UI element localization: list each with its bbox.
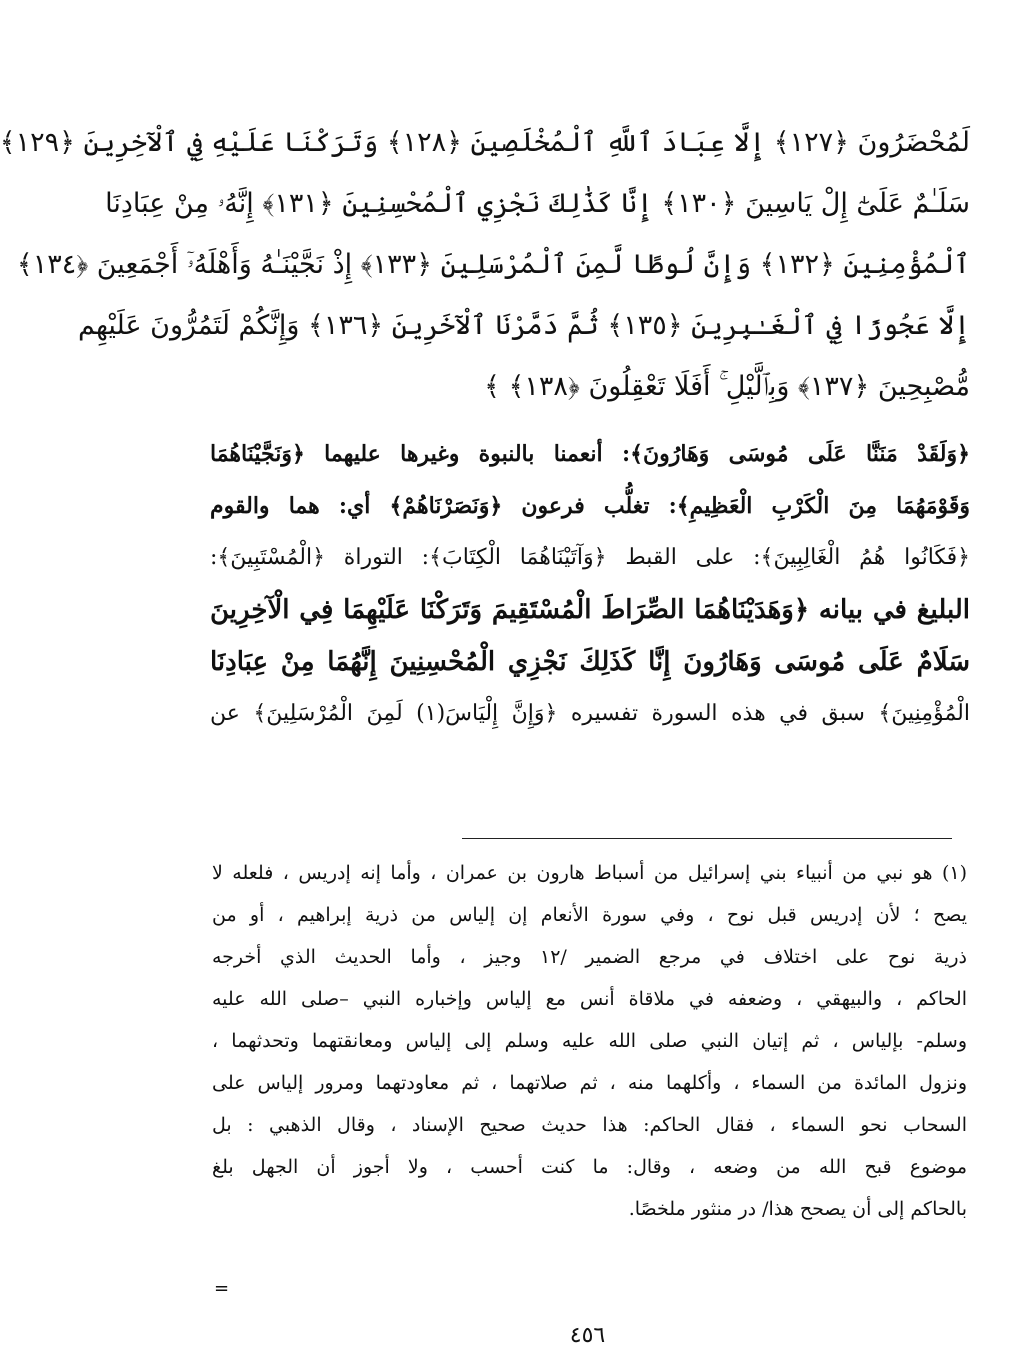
footnote-line: بالحاكم إلى أن يصحح هذا/ در منثور ملخصًا. [628,1198,967,1220]
tafsir-text-block [210,428,970,740]
quran-line: إِلَّا عَجُوزًا فِي ٱلْغَـٰبِرِينَ ﴿١٣٥﴾ ثُمَّ دَمَّرْنَا ٱلْآخَرِينَ ﴿١٣٦﴾ وَإِنَّكُمْ لَتَمُرُّونَ عَلَيْهِم [77,310,970,341]
tafsir-line: الْمُؤْمِنِينَ﴾ سبق في هذه السورة تفسيره ﴿وَإِنَّ إِلْيَاسَ(١) لَمِنَ الْمُرْسَلِينَ﴾ عن [210,701,970,726]
footnote-line: موضوع قبح الله من وضعه ، وقال: ما كنت أحسب ، ولا أجوز أن الجهل بلغ [212,1156,967,1178]
quran-line: مُّصْبِحِينَ ﴿١٣٧﴾ وَبِٱلَّيْلِ ۚ أَفَلَا تَعْقِلُونَ ﴿١٣٨﴾ ﴾ [484,371,970,402]
footnote-separator [462,838,952,839]
footnote-line: ذرية نوح على اختلاف في مرجع الضمير /١٢ وجيز ، وأما الحديث الذي أخرجه [212,946,968,968]
footnote-line: السحاب نحو السماء ، فقال الحاكم: هذا حديث صحيح الإسناد ، وقال الذهبي : بل [212,1114,967,1136]
quran-line: لَمُحْضَرُونَ ﴿١٢٧﴾ إِلَّا عِبَادَ ٱللَّهِ ٱلْمُخْلَصِينَ ﴿١٢٨﴾ وَتَرَكْنَا عَلَيْهِ فِي ٱلْآخِرِينَ ﴿١٢٩﴾ [0,127,970,158]
footnote-line: وسلم- بإلياس ، ثم إتيان النبي صلى الله عليه وسلم إلى إلياس ومعانقتهما وتحدثهما ، [212,1030,967,1052]
tafsir-line: البليغ في بيانه ﴿وَهَدَيْنَاهُمَا الصِّرَاطَ الْمُسْتَقِيمَ وَتَرَكْنَا عَلَيْهِمَا فِي الْآخِرِينَ [210,595,970,625]
footnote-line: الحاكم ، والبيهقي ، وضعفه في ملاقاة أنس مع إلياس وإخباره النبي –صلى الله عليه [212,988,967,1010]
quran-line: ٱلْمُؤْمِنِينَ ﴿١٣٢﴾ وَإِنَّ لُوطًا لَّمِنَ ٱلْمُرْسَلِينَ ﴿١٣٣﴾ إِذْ نَجَّيْنَـٰهُ وَأَهْلَهُۥٓ أَجْمَعِينَ ﴿١٣٤﴾ [16,249,970,280]
footnote-line: ونزول المائدة من السماء ، وأكلهما منه ، ثم صلاتهما ، ثم معاودتهما ومرور إلياس على [212,1072,967,1094]
tafsir-line: ﴿فَكَانُوا هُمُ الْغَالِبِينَ﴾: على القبط ﴿وَآتَيْنَاهُمَا الْكِتَابَ﴾: التوراة ﴿الْمُسْتَبِينَ﴾: [210,545,970,570]
tafsir-line: سَلَامٌ عَلَى مُوسَى وَهَارُونَ إِنَّا كَذَلِكَ نَجْزِي الْمُحْسِنِينَ إِنَّهُمَا مِنْ عِبَادِنَا [210,647,970,677]
margin-mark: = [214,1278,230,1299]
footnote-block [212,852,967,1230]
footnote-line: يصح ؛ لأن إدريس قبل نوح ، وفي سورة الأنعام إن إلياس من ذرية إبراهيم ، أو من [212,904,967,926]
tafsir-line: ﴿وَلَقَدْ مَنَنَّا عَلَى مُوسَى وَهَارُونَ﴾: أنعمنا بالنبوة وغيرها عليهما ﴿وَنَجَّيْنَاهُمَا [210,441,970,467]
quran-text-block [0,112,970,417]
footnote-line: (١) هو نبي من أنبياء بني إسرائيل من أسباط هارون بن عمران ، وأما إنه إدريس ، فلعله لا [212,862,967,884]
tafsir-line: وَقَوْمَهُمَا مِنَ الْكَرْبِ الْعَظِيمِ﴾: تغلُّب فرعون ﴿وَنَصَرْنَاهُمْ﴾ أي: هما والقوم [210,493,970,519]
quran-line: سَلَـٰمٌ عَلَىٰٓ إِلْ يَاسِينَ ﴿١٣٠﴾ إِنَّا كَذَٰلِكَ نَجْزِي ٱلْمُحْسِنِينَ ﴿١٣١﴾ إِنَّهُۥ مِنْ عِبَادِنَا [105,188,970,219]
page-number: ٤٥٦ [569,1323,606,1348]
